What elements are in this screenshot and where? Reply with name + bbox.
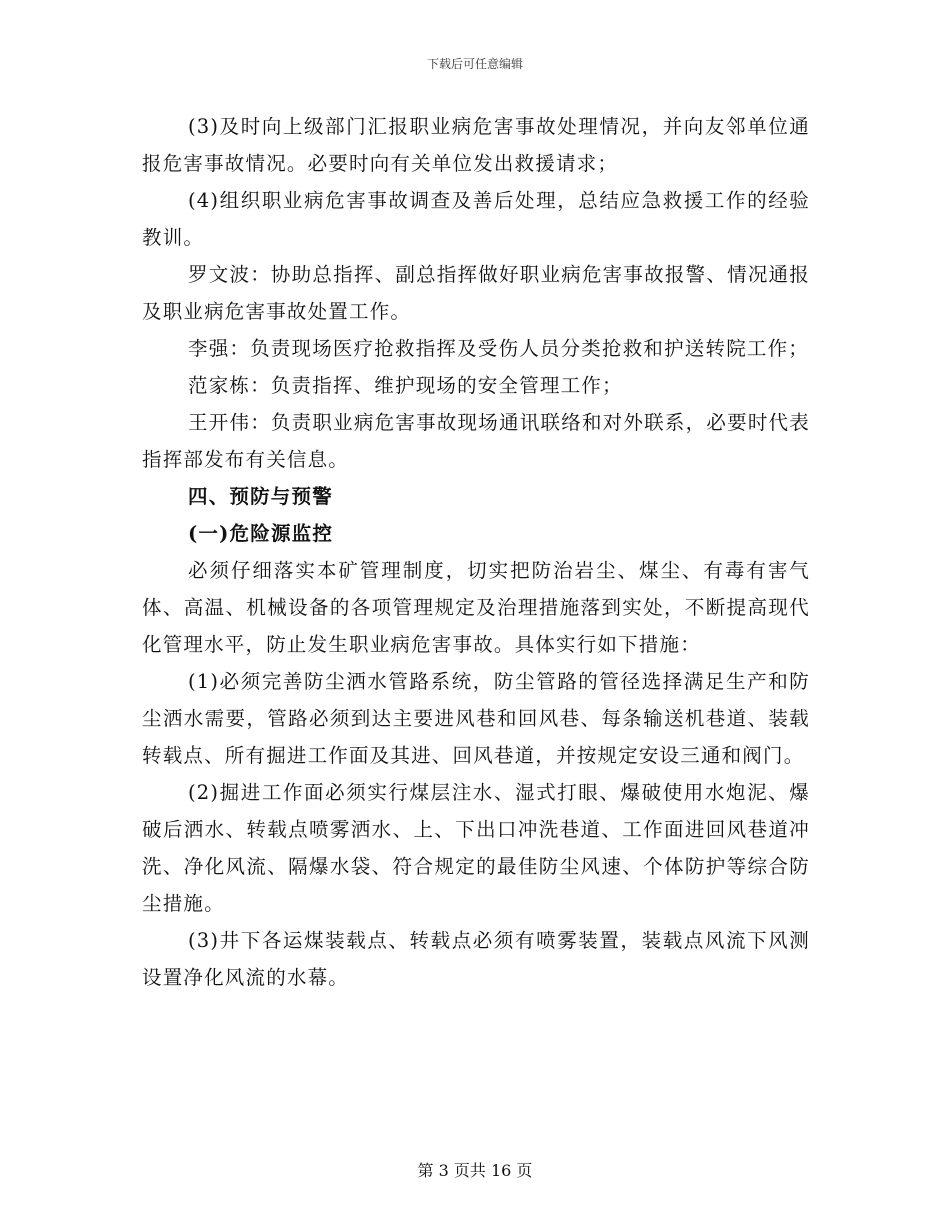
paragraph: 必须仔细落实本矿管理制度，切实把防治岩尘、煤尘、有毒有害气体、高温、机械设备的各项管理规定及治理措施落到实处，不断提高现代化管理水平，防止发生职业病危害事故。具体实行如下措施：	[142, 559, 810, 656]
paragraph: (1)必须完善防尘洒水管路系统，防尘管路的管径选择满足生产和防尘洒水需要，管路必须到达主要进风巷和回风巷、每条输送机巷道、装载转载点、所有掘进工作面及其进、回风巷道，并按规定安设三通和阀门。	[142, 670, 810, 767]
paragraph: 范家栋：负责指挥、维护现场的安全管理工作；	[188, 374, 623, 397]
paragraph: 李强：负责现场医疗抢救指挥及受伤人员分类抢救和护送转院工作；	[188, 337, 810, 360]
paragraph: (3)井下各运煤装载点、转载点必须有喷雾装置，装载点风流下风测设置净化风流的水幕。	[142, 929, 810, 989]
paragraph: (3)及时向上级部门汇报职业病危害事故处理情况，并向友邻单位通报危害事故情况。必要时向有关单位发出救援请求；	[142, 115, 810, 175]
document-body	[142, 108, 810, 996]
paragraph: 王开伟：负责职业病危害事故现场通讯联络和对外联系，必要时代表指挥部发布有关信息。	[142, 411, 810, 471]
paragraph: 罗文波：协助总指挥、副总指挥做好职业病危害事故报警、情况通报及职业病危害事故处置工作。	[142, 263, 810, 323]
subsection-heading: (一)危险源监控	[188, 522, 334, 545]
page-footer-number: 第 3 页共 16 页	[417, 1161, 533, 1180]
page-header-note: 下载后可任意编辑	[426, 57, 523, 71]
paragraph: (4)组织职业病危害事故调查及善后处理，总结应急救援工作的经验教训。	[142, 189, 810, 249]
section-heading: 四、预防与预警	[188, 485, 333, 508]
paragraph: (2)掘进工作面必须实行煤层注水、湿式打眼、爆破使用水炮泥、爆破后洒水、转载点喷雾洒水、上、下出口冲洗巷道、工作面进回风巷道冲洗、净化风流、隔爆水袋、符合规定的最佳防尘风速、个体防护等综合防尘措施。	[142, 781, 810, 915]
